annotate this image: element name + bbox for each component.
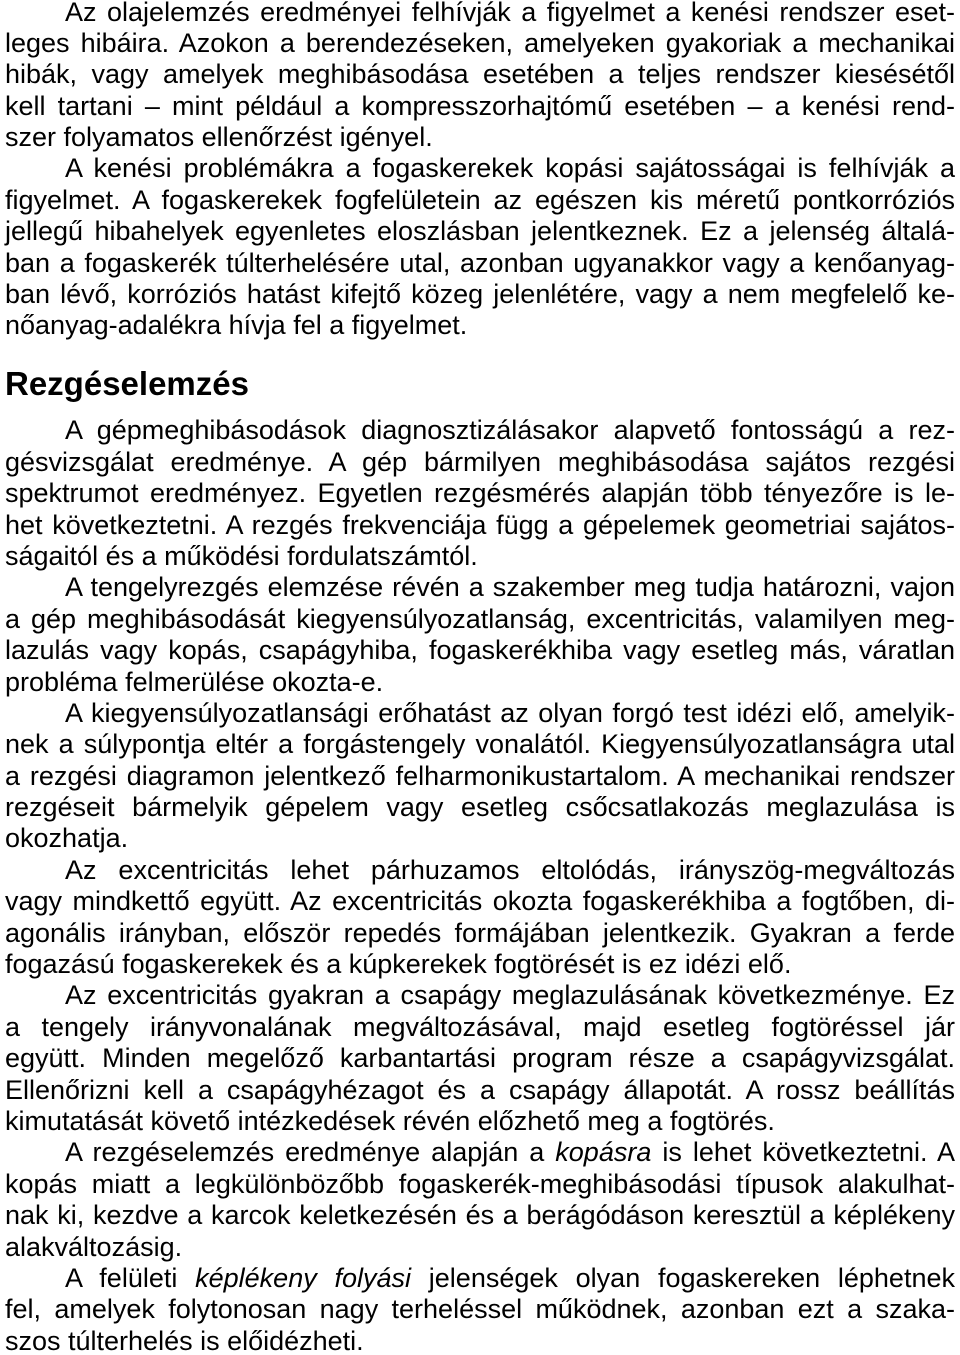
text-line: a tengely irányvonalának megváltozásával, majd esetleg fogtöréssel jár xyxy=(5,1011,955,1042)
text-segment: jelenségek olyan fogaskereken léphetnek xyxy=(411,1262,955,1293)
text-line xyxy=(5,1263,955,1294)
text-line: ban a fogaskerék túlterhelésére utal, azonban ugyanakkor vagy a kenőanyag- xyxy=(5,247,955,278)
text-line: Az excentricitás gyakran a csapágy meglazulásának következménye. Ez xyxy=(65,980,955,1011)
text-segment: A rezgéselemzés eredménye alapján a xyxy=(65,1137,556,1168)
paragraph xyxy=(5,0,955,153)
text-line: figyelmet. A fogaskerekek fogfelületein az egészen kis méretű pontkorróziós xyxy=(5,184,955,215)
text-line: kimutatását követő intézkedések révén előzhető meg a fogtörés. xyxy=(5,1105,775,1136)
text-line: együtt. Minden megelőző karbantartási program része a csapágyvizsgálat. xyxy=(5,1043,955,1074)
text-line: vagy mindkettő együtt. Az excentricitás okozta fogaskerékhiba a fogtőben, di- xyxy=(5,886,955,917)
text-line: nek a súlypontja eltér a forgástengely vonalától. Kiegyensúlyozatlanságra utal xyxy=(5,729,955,760)
text-line: nak ki, kezdve a karcok keletkezésén és a berágódáson keresztül a képlékeny xyxy=(5,1200,955,1231)
section-heading: Rezgéselemzés xyxy=(5,365,249,403)
text-line: kell tartani – mint például a kompresszorhajtómű esetében – a kenési rend- xyxy=(5,90,955,121)
paragraph xyxy=(5,153,955,341)
text-line: a gép meghibásodását kiegyensúlyozatlanság, excentricitás, valamilyen meg- xyxy=(5,603,955,634)
text-line: agonális irányban, először repedés formájában jelentkezik. Gyakran a ferde xyxy=(5,917,955,948)
text-line: nőanyag-adalékra hívja fel a figyelmet. xyxy=(5,310,468,341)
text-line: a rezgési diagramon jelentkező felharmonikustartalom. A mechanikai rendszer xyxy=(5,760,955,791)
paragraph xyxy=(5,698,955,855)
text-segment: A felületi xyxy=(65,1262,196,1293)
text-line: A kiegyensúlyozatlansági erőhatást az olyan forgó test idézi elő, amelyik- xyxy=(65,697,955,728)
text-line: ságaitól és a működési fordulatszámtól. xyxy=(5,540,478,571)
text-line: spektrumot eredményez. Egyetlen rezgésmérés alapján több tényezőre is le- xyxy=(5,478,955,509)
text-line: rezgéseit bármelyik gépelem vagy esetleg csőcsatlakozás meglazulása is xyxy=(5,792,955,823)
paragraph xyxy=(5,855,955,981)
text-line: leges hibáira. Azokon a berendezéseken, amelyeken gyakoriak a mechanikai xyxy=(5,27,955,58)
text-line: fogazású fogaskerekek és a kúpkerekek fogtörését is ez idézi elő. xyxy=(5,949,792,980)
text-line: szos túlterhelés is előidézheti. xyxy=(5,1326,364,1355)
paragraph xyxy=(5,980,955,1137)
paragraph xyxy=(5,1137,955,1263)
text-line: Az olajelemzés eredményei felhívják a figyelmet a kenési rendszer eset- xyxy=(65,0,955,27)
text-line: het következtetni. A rezgés frekvenciája függ a gépelemek geometriai sajátos- xyxy=(5,509,955,540)
text-line: fel, amelyek folytonosan nagy terheléssel működnek, azonban ezt a szaka- xyxy=(5,1294,955,1325)
text-line: jellegű hibahelyek egyenletes eloszlásban jelentkeznek. Ez a jelenség általá- xyxy=(5,216,955,247)
text-line: alakváltozásig. xyxy=(5,1231,183,1262)
emphasis-text: képlékeny folyási xyxy=(195,1262,412,1293)
text-line: Ellenőrizni kell a csapágyhézagot és a csapágy állapotát. A rossz beállítás xyxy=(5,1074,955,1105)
text-line: gésvizsgálat eredménye. A gép bármilyen meghibásodása sajátos rezgési xyxy=(5,446,955,477)
text-line: kopás miatt a legkülönbözőbb fogaskerék-meghibásodási típusok alakulhat- xyxy=(5,1168,955,1199)
text-line: A gépmeghibásodások diagnosztizálásakor alapvető fontosságú a rez- xyxy=(65,415,955,446)
text-line: szer folyamatos ellenőrzést igényel. xyxy=(5,122,433,153)
text-line: Az excentricitás lehet párhuzamos eltolódás, irányszög-megváltozás xyxy=(65,854,955,885)
paragraph xyxy=(5,1263,955,1353)
text-segment: is lehet következtetni. A xyxy=(651,1137,955,1168)
text-line: probléma felmerülése okozta-e. xyxy=(5,666,384,697)
emphasis-text: kopásra xyxy=(555,1137,652,1168)
text-line: ban lévő, korróziós hatást kifejtő közeg jelenlétére, vagy a nem megfelelő ke- xyxy=(5,279,955,310)
text-line: lazulás vagy kopás, csapágyhiba, fogaskerékhiba vagy esetleg más, váratlan xyxy=(5,635,955,666)
text-line xyxy=(5,1137,955,1168)
text-line: A tengelyrezgés elemzése révén a szakember meg tudja határozni, vajon xyxy=(65,572,955,603)
text-line: hibák, vagy amelyek meghibásodása esetében a teljes rendszer kiesésétől xyxy=(5,59,955,90)
document-body xyxy=(5,0,955,1353)
paragraph xyxy=(5,415,955,572)
text-line: A kenési problémákra a fogaskerekek kopási sajátosságai is felhívják a xyxy=(65,153,955,184)
paragraph xyxy=(5,572,955,698)
text-line: okozhatja. xyxy=(5,823,129,854)
